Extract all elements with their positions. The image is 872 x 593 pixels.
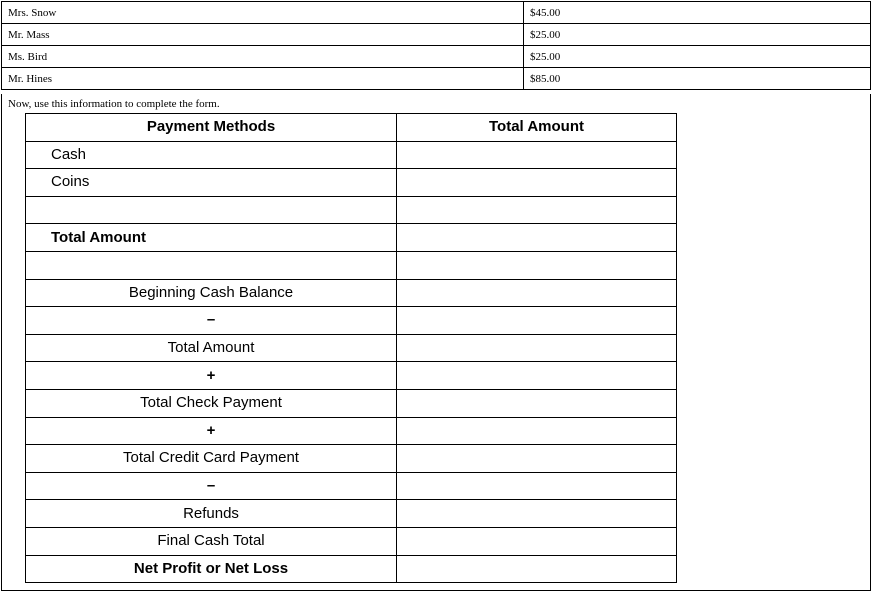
form-row-plus: [26, 417, 677, 445]
form-row-beginning-cash: [26, 279, 677, 307]
amount-field-refunds[interactable]: [397, 500, 677, 528]
amount-field-coins[interactable]: [397, 169, 677, 197]
minus-operator: –: [26, 307, 397, 335]
amount-field-operator[interactable]: [397, 417, 677, 445]
customer-amount: $85.00: [524, 68, 871, 90]
row-label-blank: [26, 196, 397, 224]
amount-field-operator[interactable]: [397, 472, 677, 500]
row-label-blank: [26, 251, 397, 279]
amount-field-total-credit-card-payment[interactable]: [397, 445, 677, 473]
form-row-refunds: [26, 500, 677, 528]
row-label-cash: Cash: [26, 141, 397, 169]
form-row-check-payment: [26, 389, 677, 417]
customer-amount: $25.00: [524, 46, 871, 68]
row-label-coins: Coins: [26, 169, 397, 197]
table-row: [2, 68, 871, 90]
amount-field-blank[interactable]: [397, 251, 677, 279]
amount-field-blank[interactable]: [397, 196, 677, 224]
row-label-final-cash-total: Final Cash Total: [26, 527, 397, 555]
table-row: [2, 46, 871, 68]
form-row-credit-card: [26, 445, 677, 473]
amount-field-beginning-cash-balance[interactable]: [397, 279, 677, 307]
customer-payment-table: [1, 1, 871, 90]
row-label-total-credit-card-payment: Total Credit Card Payment: [26, 445, 397, 473]
form-row-plus: [26, 362, 677, 390]
customer-amount: $45.00: [524, 2, 871, 24]
form-row-minus: [26, 472, 677, 500]
row-label-total-amount: Total Amount: [26, 334, 397, 362]
form-row-final-cash: [26, 527, 677, 555]
customer-name: Mrs. Snow: [2, 2, 524, 24]
amount-field-total-amount[interactable]: [397, 334, 677, 362]
form-row-net-profit: [26, 555, 677, 583]
row-label-total-amount: Total Amount: [26, 224, 397, 252]
payment-methods-form: [25, 113, 677, 583]
plus-operator: +: [26, 417, 397, 445]
form-row-minus: [26, 307, 677, 335]
amount-field-cash[interactable]: [397, 141, 677, 169]
form-row-blank: [26, 196, 677, 224]
customer-amount: $25.00: [524, 24, 871, 46]
form-section: [1, 94, 871, 591]
form-row-coins: [26, 169, 677, 197]
amount-field-net-profit-or-net-loss[interactable]: [397, 555, 677, 583]
row-label-total-check-payment: Total Check Payment: [26, 389, 397, 417]
row-label-net-profit-or-net-loss: Net Profit or Net Loss: [26, 555, 397, 583]
form-row-blank: [26, 251, 677, 279]
amount-field-operator[interactable]: [397, 362, 677, 390]
amount-field-total-amount[interactable]: [397, 224, 677, 252]
customer-name: Mr. Mass: [2, 24, 524, 46]
form-row-total-amount: [26, 224, 677, 252]
plus-operator: +: [26, 362, 397, 390]
row-label-refunds: Refunds: [26, 500, 397, 528]
minus-operator: –: [26, 472, 397, 500]
amount-field-final-cash-total[interactable]: [397, 527, 677, 555]
form-header-row: [26, 114, 677, 142]
form-row-cash: [26, 141, 677, 169]
form-row-total-amount-2: [26, 334, 677, 362]
instruction-text: Now, use this information to complete the form.: [8, 98, 220, 110]
customer-name: Ms. Bird: [2, 46, 524, 68]
row-label-beginning-cash-balance: Beginning Cash Balance: [26, 279, 397, 307]
customer-name: Mr. Hines: [2, 68, 524, 90]
total-amount-header: Total Amount: [397, 114, 677, 142]
payment-methods-header: Payment Methods: [26, 114, 397, 142]
table-row: [2, 24, 871, 46]
amount-field-total-check-payment[interactable]: [397, 389, 677, 417]
table-row: [2, 2, 871, 24]
amount-field-operator[interactable]: [397, 307, 677, 335]
